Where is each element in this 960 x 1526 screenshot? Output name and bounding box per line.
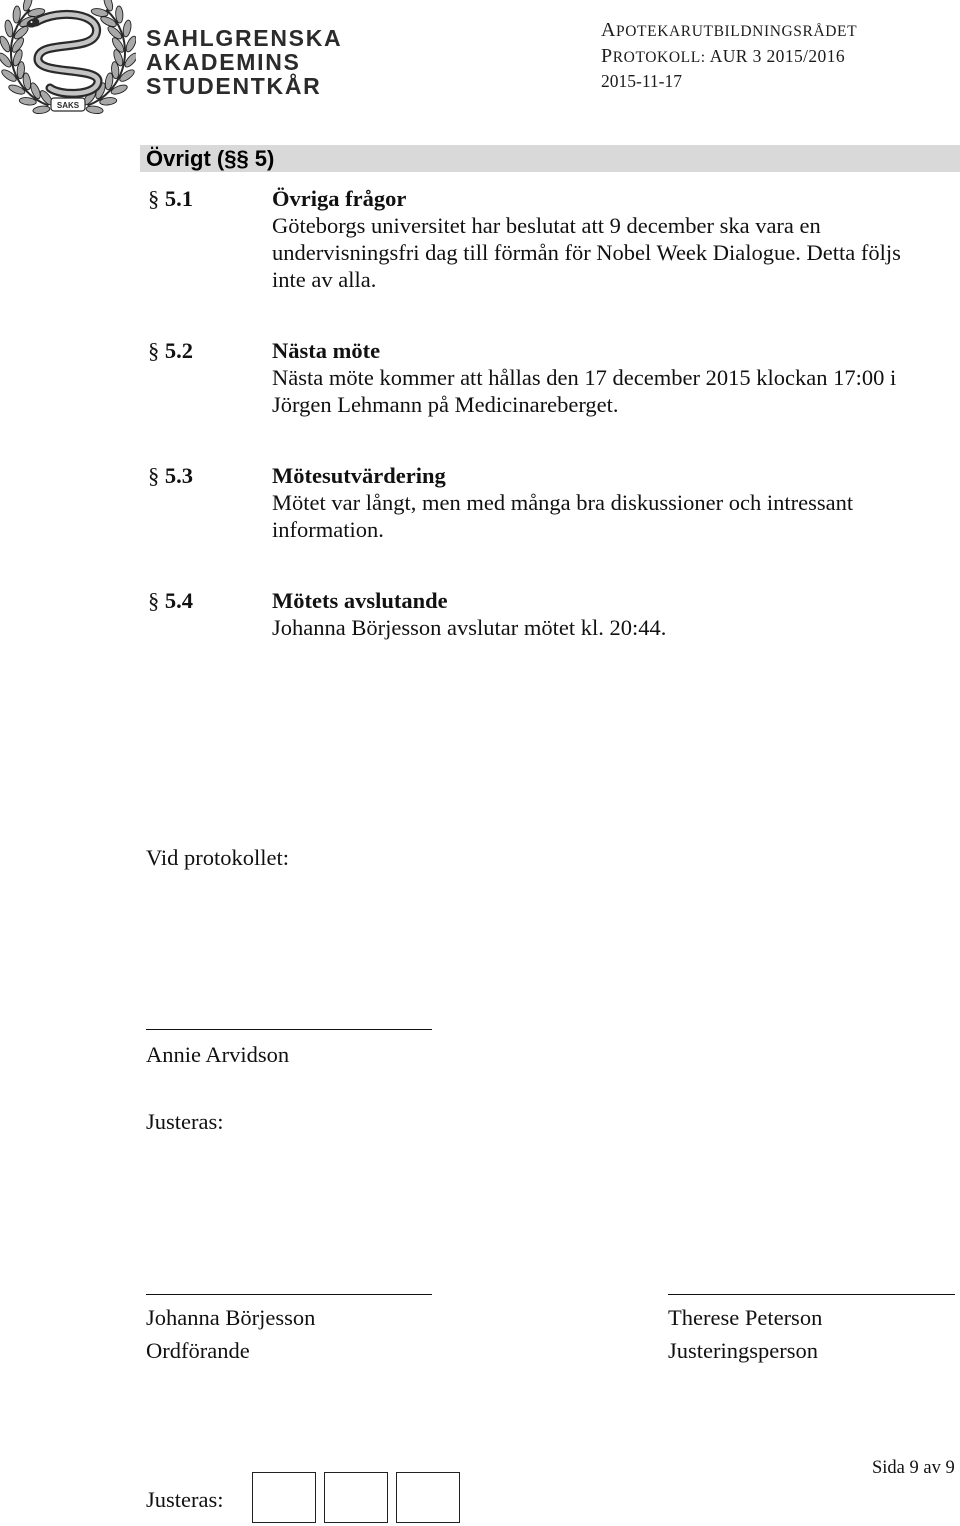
adjuster-signature-line (668, 1294, 955, 1295)
paragraph-symbol: § (148, 186, 160, 211)
agenda-item (0, 185, 960, 293)
agenda-item (0, 337, 960, 418)
adjuster-role: Justeringsperson (668, 1338, 818, 1363)
laurel-leaf (86, 105, 104, 114)
paragraph-symbol: § (148, 463, 160, 488)
secretary-name: Annie Arvidson (146, 1042, 290, 1067)
item-number (148, 462, 193, 489)
laurel-leaf (91, 7, 109, 18)
adjustment-label: Justeras: (146, 1109, 224, 1134)
item-text-line: information. (272, 517, 384, 542)
snake-emblem (25, 14, 98, 93)
item-number (148, 337, 193, 364)
item-text-line: Jörgen Lehmann på Medicinareberget. (272, 392, 619, 417)
item-body (272, 185, 960, 293)
document-meta (601, 18, 857, 95)
item-number-value: 5.1 (164, 186, 193, 211)
document-date: 2015-11-17 (601, 71, 683, 91)
item-title: Övriga frågor (272, 186, 407, 211)
item-text-line: Nästa möte kommer att hållas den 17 december 2015 klockan 17:00 i (272, 365, 897, 390)
item-number-value: 5.2 (164, 338, 193, 363)
protocol-id: AUR 3 2015/2016 (709, 45, 845, 66)
studentkar-logo (0, 0, 136, 122)
seal-text: SAKS (56, 100, 80, 110)
org-name-line: SAHLGRENSKA (146, 25, 343, 51)
laurel-leaf (4, 19, 14, 37)
page-number: Sida 9 av 9 (872, 1458, 955, 1478)
item-number-value: 5.4 (164, 588, 193, 613)
chair-signature-line (146, 1294, 432, 1295)
section-heading-band (140, 145, 960, 172)
agenda-items (0, 185, 960, 685)
item-text-line: Göteborgs universitet har beslutat att 9 december ska vara en (272, 213, 821, 238)
initials-label: Justeras: (146, 1487, 224, 1512)
initials-box (252, 1472, 316, 1523)
initials-box (396, 1472, 460, 1523)
org-name-line: STUDENTKÅR (146, 73, 322, 99)
item-title: Mötets avslutande (272, 588, 448, 613)
item-text-line: undervisningsfri dag till förmån för Nobel Week Dialogue. Detta följs (272, 240, 901, 265)
adjuster-name: Therese Peterson (668, 1305, 823, 1330)
council-name: APOTEKARUTBILDNINGSRÅDET (601, 19, 858, 41)
item-text-line: Mötet var långt, men med många bra diskussioner och intressant (272, 490, 854, 515)
organization-name (146, 26, 342, 98)
snake-body-outline (36, 14, 98, 93)
snake-eye (31, 21, 33, 23)
item-text-line: inte av alla. (272, 267, 377, 292)
org-name-line: AKADEMINS (146, 49, 301, 75)
agenda-item (0, 462, 960, 543)
laurel-leaf (32, 105, 50, 114)
item-body (272, 462, 960, 543)
item-body (272, 587, 960, 641)
item-body (272, 337, 960, 418)
secretary-signature-line (146, 1029, 432, 1030)
laurel-leaf (110, 83, 128, 96)
item-number-value: 5.3 (164, 463, 193, 488)
item-title: Nästa möte (272, 338, 381, 363)
paragraph-symbol: § (148, 338, 160, 363)
item-title: Mötesutvärdering (272, 463, 446, 488)
item-number (148, 185, 193, 212)
chair-name: Johanna Börjesson (146, 1305, 316, 1330)
agenda-item (0, 587, 960, 641)
protocol-label: PROTOKOLL: (601, 44, 706, 67)
seal-badge (51, 98, 85, 111)
laurel-leaf (8, 83, 26, 96)
chair-role: Ordförande (146, 1338, 250, 1363)
section-heading: Övrigt (§§ 5) (146, 146, 275, 171)
item-number (148, 587, 193, 614)
minutes-label: Vid protokollet: (146, 845, 290, 870)
paragraph-symbol: § (148, 588, 160, 613)
item-text-line: Johanna Börjesson avslutar mötet kl. 20:44. (272, 615, 667, 640)
laurel-leaf (122, 19, 132, 37)
initials-box (324, 1472, 388, 1523)
